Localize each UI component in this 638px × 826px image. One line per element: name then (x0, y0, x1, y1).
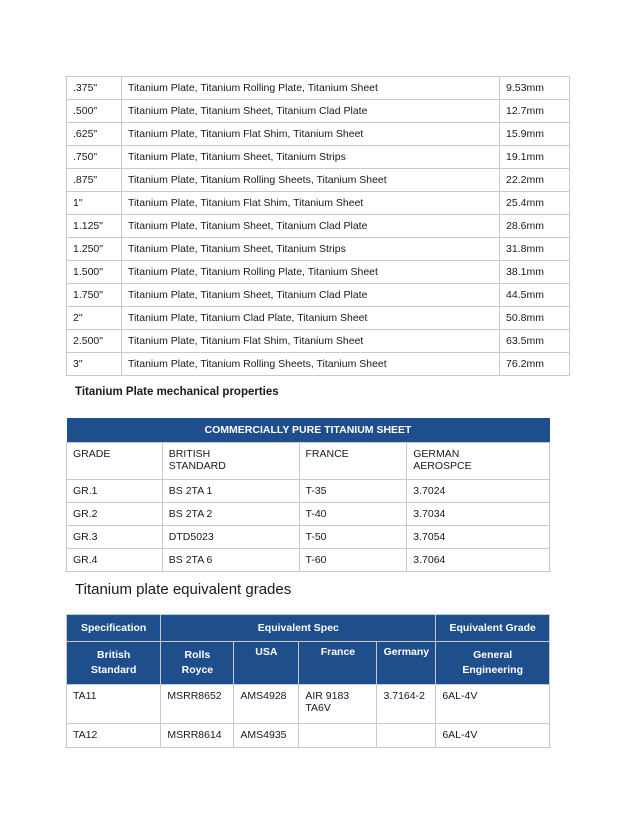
table-row (67, 480, 550, 503)
desc-cell: Titanium Plate, Titanium Flat Shim, Titanium Sheet (121, 330, 499, 353)
rolls-cell: MSRR8614 (161, 724, 234, 748)
mm-cell: 31.8mm (500, 238, 570, 261)
inch-cell: .875" (67, 169, 122, 192)
desc-cell: Titanium Plate, Titanium Rolling Sheets, Titanium Sheet (121, 353, 499, 376)
equivalent-grade-header: Equivalent Grade (436, 615, 550, 642)
mm-cell: 15.9mm (500, 123, 570, 146)
france-cell (299, 724, 377, 748)
inch-cell: 1.125" (67, 215, 122, 238)
equivalent-grades-table (66, 614, 550, 748)
inch-cell: .625" (67, 123, 122, 146)
general-cell: 6AL-4V (436, 724, 550, 748)
specification-header: Specification (67, 615, 161, 642)
header-row (67, 615, 550, 642)
table-row (67, 169, 570, 192)
inch-cell: 1" (67, 192, 122, 215)
table-row (67, 261, 570, 284)
german-header: GERMAN AEROSPCE (407, 443, 550, 480)
table-row (67, 146, 570, 169)
british-cell: BS 2TA 1 (162, 480, 299, 503)
france-header: FRANCE (299, 443, 407, 480)
france-cell: T-60 (299, 549, 407, 572)
table-row (67, 192, 570, 215)
mm-cell: 50.8mm (500, 307, 570, 330)
desc-cell: Titanium Plate, Titanium Sheet, Titanium Strips (121, 146, 499, 169)
grade-cell: GR.3 (67, 526, 163, 549)
table-row (67, 215, 570, 238)
germany-cell: 3.7164-2 (377, 685, 436, 724)
desc-cell: Titanium Plate, Titanium Rolling Plate, Titanium Sheet (121, 261, 499, 284)
desc-cell: Titanium Plate, Titanium Rolling Plate, Titanium Sheet (121, 77, 499, 100)
header-row (67, 443, 550, 480)
usa-cell: AMS4928 (234, 685, 299, 724)
mm-cell: 38.1mm (500, 261, 570, 284)
inch-cell: 3" (67, 353, 122, 376)
mm-cell: 19.1mm (500, 146, 570, 169)
germany-header: Germany (377, 642, 436, 685)
table-row (67, 685, 550, 724)
mech-properties-table (66, 418, 550, 572)
german-cell: 3.7054 (407, 526, 550, 549)
desc-cell: Titanium Plate, Titanium Flat Shim, Titanium Sheet (121, 123, 499, 146)
rolls-royce-header: Rolls Royce (161, 642, 234, 685)
british-cell: BS 2TA 2 (162, 503, 299, 526)
desc-cell: Titanium Plate, Titanium Sheet, Titanium Clad Plate (121, 215, 499, 238)
desc-cell: Titanium Plate, Titanium Sheet, Titanium Strips (121, 238, 499, 261)
equivalent-spec-header: Equivalent Spec (161, 615, 436, 642)
usa-cell: AMS4935 (234, 724, 299, 748)
inch-cell: 1.250" (67, 238, 122, 261)
table-row (67, 724, 550, 748)
inch-cell: 1.750" (67, 284, 122, 307)
table-row (67, 284, 570, 307)
table-row (67, 238, 570, 261)
mm-cell: 76.2mm (500, 353, 570, 376)
desc-cell: Titanium Plate, Titanium Rolling Sheets, Titanium Sheet (121, 169, 499, 192)
usa-header: USA (234, 642, 299, 685)
british-cell: BS 2TA 6 (162, 549, 299, 572)
german-cell: 3.7024 (407, 480, 550, 503)
table-row (67, 549, 550, 572)
desc-cell: Titanium Plate, Titanium Flat Shim, Titanium Sheet (121, 192, 499, 215)
desc-cell: Titanium Plate, Titanium Sheet, Titanium Clad Plate (121, 100, 499, 123)
german-cell: 3.7034 (407, 503, 550, 526)
table-row (67, 100, 570, 123)
desc-cell: Titanium Plate, Titanium Clad Plate, Titanium Sheet (121, 307, 499, 330)
grade-cell: GR.2 (67, 503, 163, 526)
british-cell: TA12 (67, 724, 161, 748)
desc-cell: Titanium Plate, Titanium Sheet, Titanium Clad Plate (121, 284, 499, 307)
mm-cell: 28.6mm (500, 215, 570, 238)
table-banner: COMMERCIALLY PURE TITANIUM SHEET (67, 418, 550, 443)
table-row (67, 77, 570, 100)
france-cell: T-35 (299, 480, 407, 503)
grade-cell: GR.1 (67, 480, 163, 503)
british-cell: TA11 (67, 685, 161, 724)
german-cell: 3.7064 (407, 549, 550, 572)
mm-cell: 9.53mm (500, 77, 570, 100)
british-cell: DTD5023 (162, 526, 299, 549)
inch-cell: 1.500" (67, 261, 122, 284)
france-header: France (299, 642, 377, 685)
general-cell: 6AL-4V (436, 685, 550, 724)
table-row (67, 526, 550, 549)
mm-cell: 12.7mm (500, 100, 570, 123)
inch-cell: 2" (67, 307, 122, 330)
mm-cell: 22.2mm (500, 169, 570, 192)
inch-cell: .750" (67, 146, 122, 169)
equiv-heading: Titanium plate equivalent grades (75, 581, 292, 598)
mm-cell: 44.5mm (500, 284, 570, 307)
table-row (67, 123, 570, 146)
germany-cell (377, 724, 436, 748)
inch-cell: .500" (67, 100, 122, 123)
british-header: BRITISH STANDARD (162, 443, 299, 480)
grade-cell: GR.4 (67, 549, 163, 572)
mm-cell: 63.5mm (500, 330, 570, 353)
mech-heading: Titanium Plate mechanical properties (75, 386, 279, 398)
france-cell: T-50 (299, 526, 407, 549)
table-row (67, 307, 570, 330)
general-engineering-header: General Engineering (436, 642, 550, 685)
table-row (67, 353, 570, 376)
inch-cell: .375" (67, 77, 122, 100)
mm-cell: 25.4mm (500, 192, 570, 215)
table-row (67, 330, 570, 353)
inch-cell: 2.500" (67, 330, 122, 353)
table-row (67, 503, 550, 526)
rolls-cell: MSRR8652 (161, 685, 234, 724)
france-cell: T-40 (299, 503, 407, 526)
france-cell: AIR 9183 TA6V (299, 685, 377, 724)
grade-header: GRADE (67, 443, 163, 480)
british-standard-header: British Standard (67, 642, 161, 685)
subheader-row (67, 642, 550, 685)
thickness-table (66, 76, 570, 376)
